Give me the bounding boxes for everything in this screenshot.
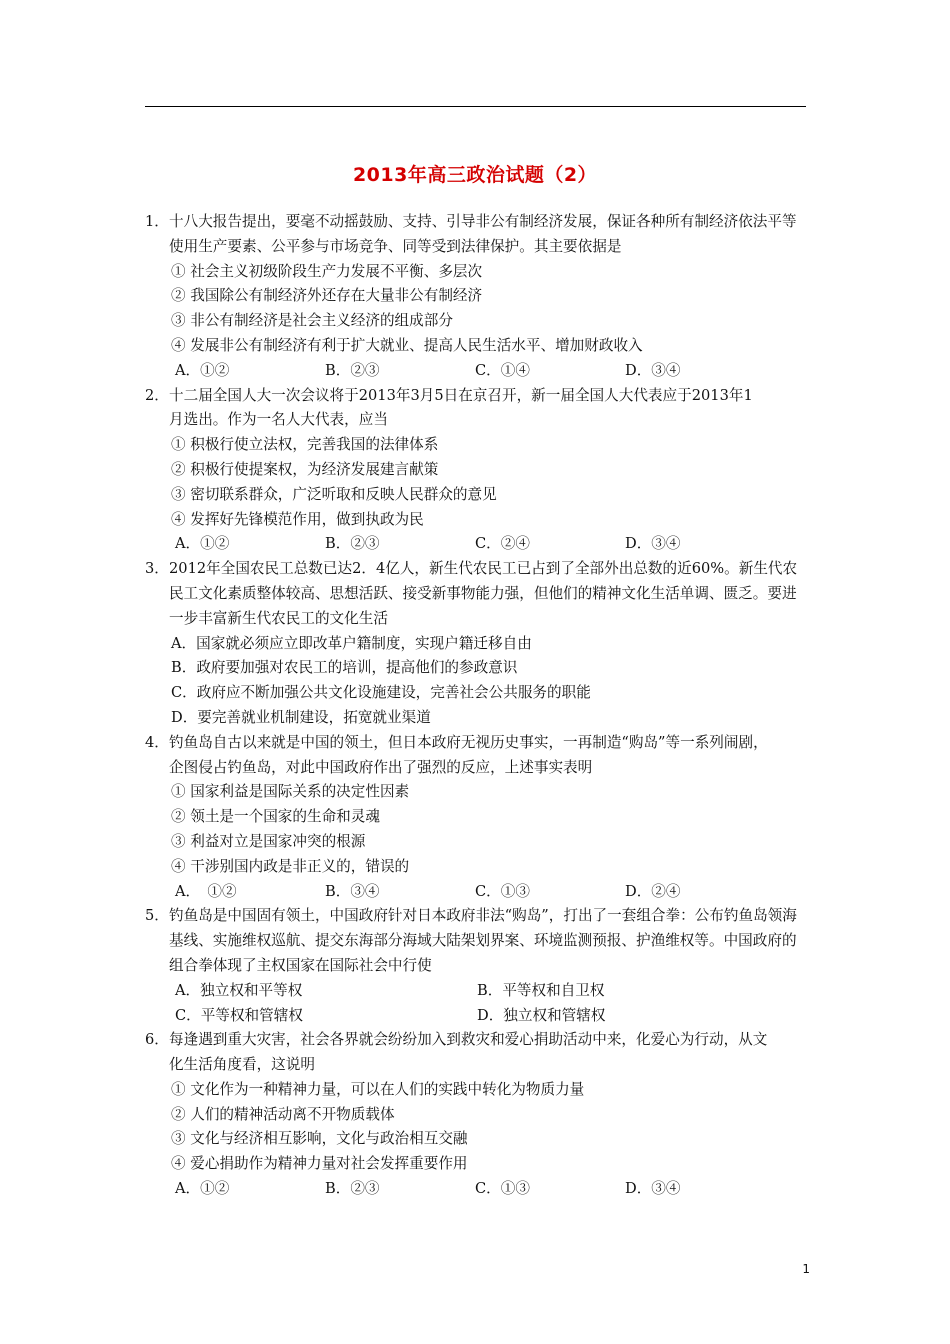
option-a: A．国家就必须应立即改革户籍制度，实现户籍迁移自由	[171, 634, 532, 652]
option-c: C．政府应不断加强公共文化设施建设，完善社会公共服务的职能	[171, 684, 591, 702]
choice-a: A．独立权和平等权	[175, 981, 303, 999]
question-stem: 十八大报告提出，要毫不动摇鼓励、支持、引导非公有制经济发展，保证各种所有制经济依法平等使用生产要素、公平参与市场竞争、同等受到法律保护。其主要依据是	[169, 213, 797, 255]
question-number: 6．	[145, 1031, 169, 1049]
question-1	[145, 210, 809, 384]
statement: ④ 干涉别国内政是非正义的，错误的	[171, 857, 410, 875]
question-2	[145, 384, 809, 558]
choice-c: C．①③	[475, 1180, 530, 1198]
answer-choices	[145, 880, 809, 905]
statement: ① 社会主义初级阶段生产力发展不平衡、多层次	[171, 262, 483, 280]
statement: ④ 爱心捐助作为精神力量对社会发挥重要作用	[171, 1155, 468, 1173]
choice-a: A．①②	[175, 535, 230, 553]
statement: ④ 发挥好先锋模范作用，做到执政为民	[171, 510, 424, 528]
choice-d: D．③④	[625, 535, 681, 553]
answer-choices	[145, 532, 809, 557]
question-stem: 每逢遇到重大灾害，社会各界就会纷纷加入到救灾和爱心捐助活动中来，化爱心为行动，从文化生活角度看，这说明	[169, 1031, 768, 1074]
question-3	[145, 557, 809, 731]
statement: ① 积极行使立法权，完善我国的法律体系	[171, 436, 439, 454]
statement: ③ 密切联系群众，广泛听取和反映人民群众的意见	[171, 485, 497, 503]
question-list	[145, 210, 809, 1202]
choice-d: D．独立权和管辖权	[477, 1006, 606, 1024]
question-6	[145, 1028, 809, 1202]
option-b: B．政府要加强对农民工的培训，提高他们的参政意识	[171, 659, 518, 677]
page-title: 2013年高三政治试题（2）	[352, 164, 598, 186]
statement: ② 我国除公有制经济外还存在大量非公有制经济	[171, 287, 483, 305]
statement: ③ 非公有制经济是社会主义经济的组成部分	[171, 312, 453, 330]
statement: ① 国家利益是国际关系的决定性因素	[171, 783, 410, 801]
question-number: 5．	[145, 907, 169, 925]
question-stem: 十二届全国人大一次会议将于2013年3月5日在京召开，新一届全国人大代表应于2013年1月选出。作为一名人大代表，应当	[169, 386, 753, 429]
choice-b: B．②③	[325, 535, 380, 553]
choice-b: B．平等权和自卫权	[477, 981, 605, 999]
choice-d: D．③④	[625, 361, 681, 379]
choice-a: A． ①②	[175, 882, 237, 900]
choice-c: C．①④	[475, 361, 530, 379]
statement: ④ 发展非公有制经济有利于扩大就业、提高人民生活水平、增加财政收入	[171, 336, 643, 354]
choice-c: C．平等权和管辖权	[175, 1006, 303, 1024]
question-number: 2．	[145, 386, 169, 404]
page-number: 1	[802, 1262, 810, 1276]
answer-choices	[145, 1177, 809, 1202]
choice-b: B．③④	[325, 882, 380, 900]
answer-choices	[145, 359, 809, 384]
statement: ③ 文化与经济相互影响，文化与政治相互交融	[171, 1130, 468, 1148]
header-rule	[145, 106, 806, 107]
option-d: D．要完善就业机制建设，拓宽就业渠道	[171, 708, 431, 726]
question-number: 1．	[145, 213, 169, 230]
choice-a: A．①②	[175, 361, 230, 379]
question-4	[145, 731, 809, 905]
question-stem: 钓鱼岛是中国固有领土，中国政府针对日本政府非法“购岛”，打出了一套组合拳：公布钓鱼岛领海基线、实施维权巡航、提交东海部分海域大陆架划界案、环境监测预报、护渔维权等。中国政府的组合拳体现了主权国家在国际社会中行使	[169, 907, 797, 974]
statement: ② 领土是一个国家的生命和灵魂	[171, 808, 380, 826]
choice-c: C．②④	[475, 535, 530, 553]
question-number: 4．	[145, 733, 169, 751]
answer-choices	[145, 979, 809, 1029]
question-number: 3．	[145, 560, 169, 578]
statement: ② 人们的精神活动离不开物质载体	[171, 1105, 395, 1123]
choice-b: B．②③	[325, 361, 380, 379]
question-stem: 钓鱼岛自古以来就是中国的领土，但日本政府无视历史事实，一再制造“购岛”等一系列闹剧，企图侵占钓鱼岛，对此中国政府作出了强烈的反应，上述事实表明	[169, 733, 768, 776]
statement: ② 积极行使提案权，为经济发展建言献策	[171, 460, 439, 478]
question-stem: 2012年全国农民工总数已达2．4亿人，新生代农民工已占到了全部外出总数的近60%。新生代农民工文化素质整体较高、思想活跃、接受新事物能力强，但他们的精神文化生活单调、匮乏。要进一步丰富新生代农民工的文化生活	[169, 560, 798, 627]
choice-d: D．②④	[625, 882, 681, 900]
question-5	[145, 904, 809, 1028]
choice-b: B．②③	[325, 1180, 380, 1198]
choice-a: A．①②	[175, 1180, 230, 1198]
statement: ① 文化作为一种精神力量，可以在人们的实践中转化为物质力量	[171, 1080, 585, 1098]
choice-d: D．③④	[625, 1180, 681, 1198]
statement: ③ 利益对立是国家冲突的根源	[171, 832, 366, 850]
choice-c: C．①③	[475, 882, 530, 900]
